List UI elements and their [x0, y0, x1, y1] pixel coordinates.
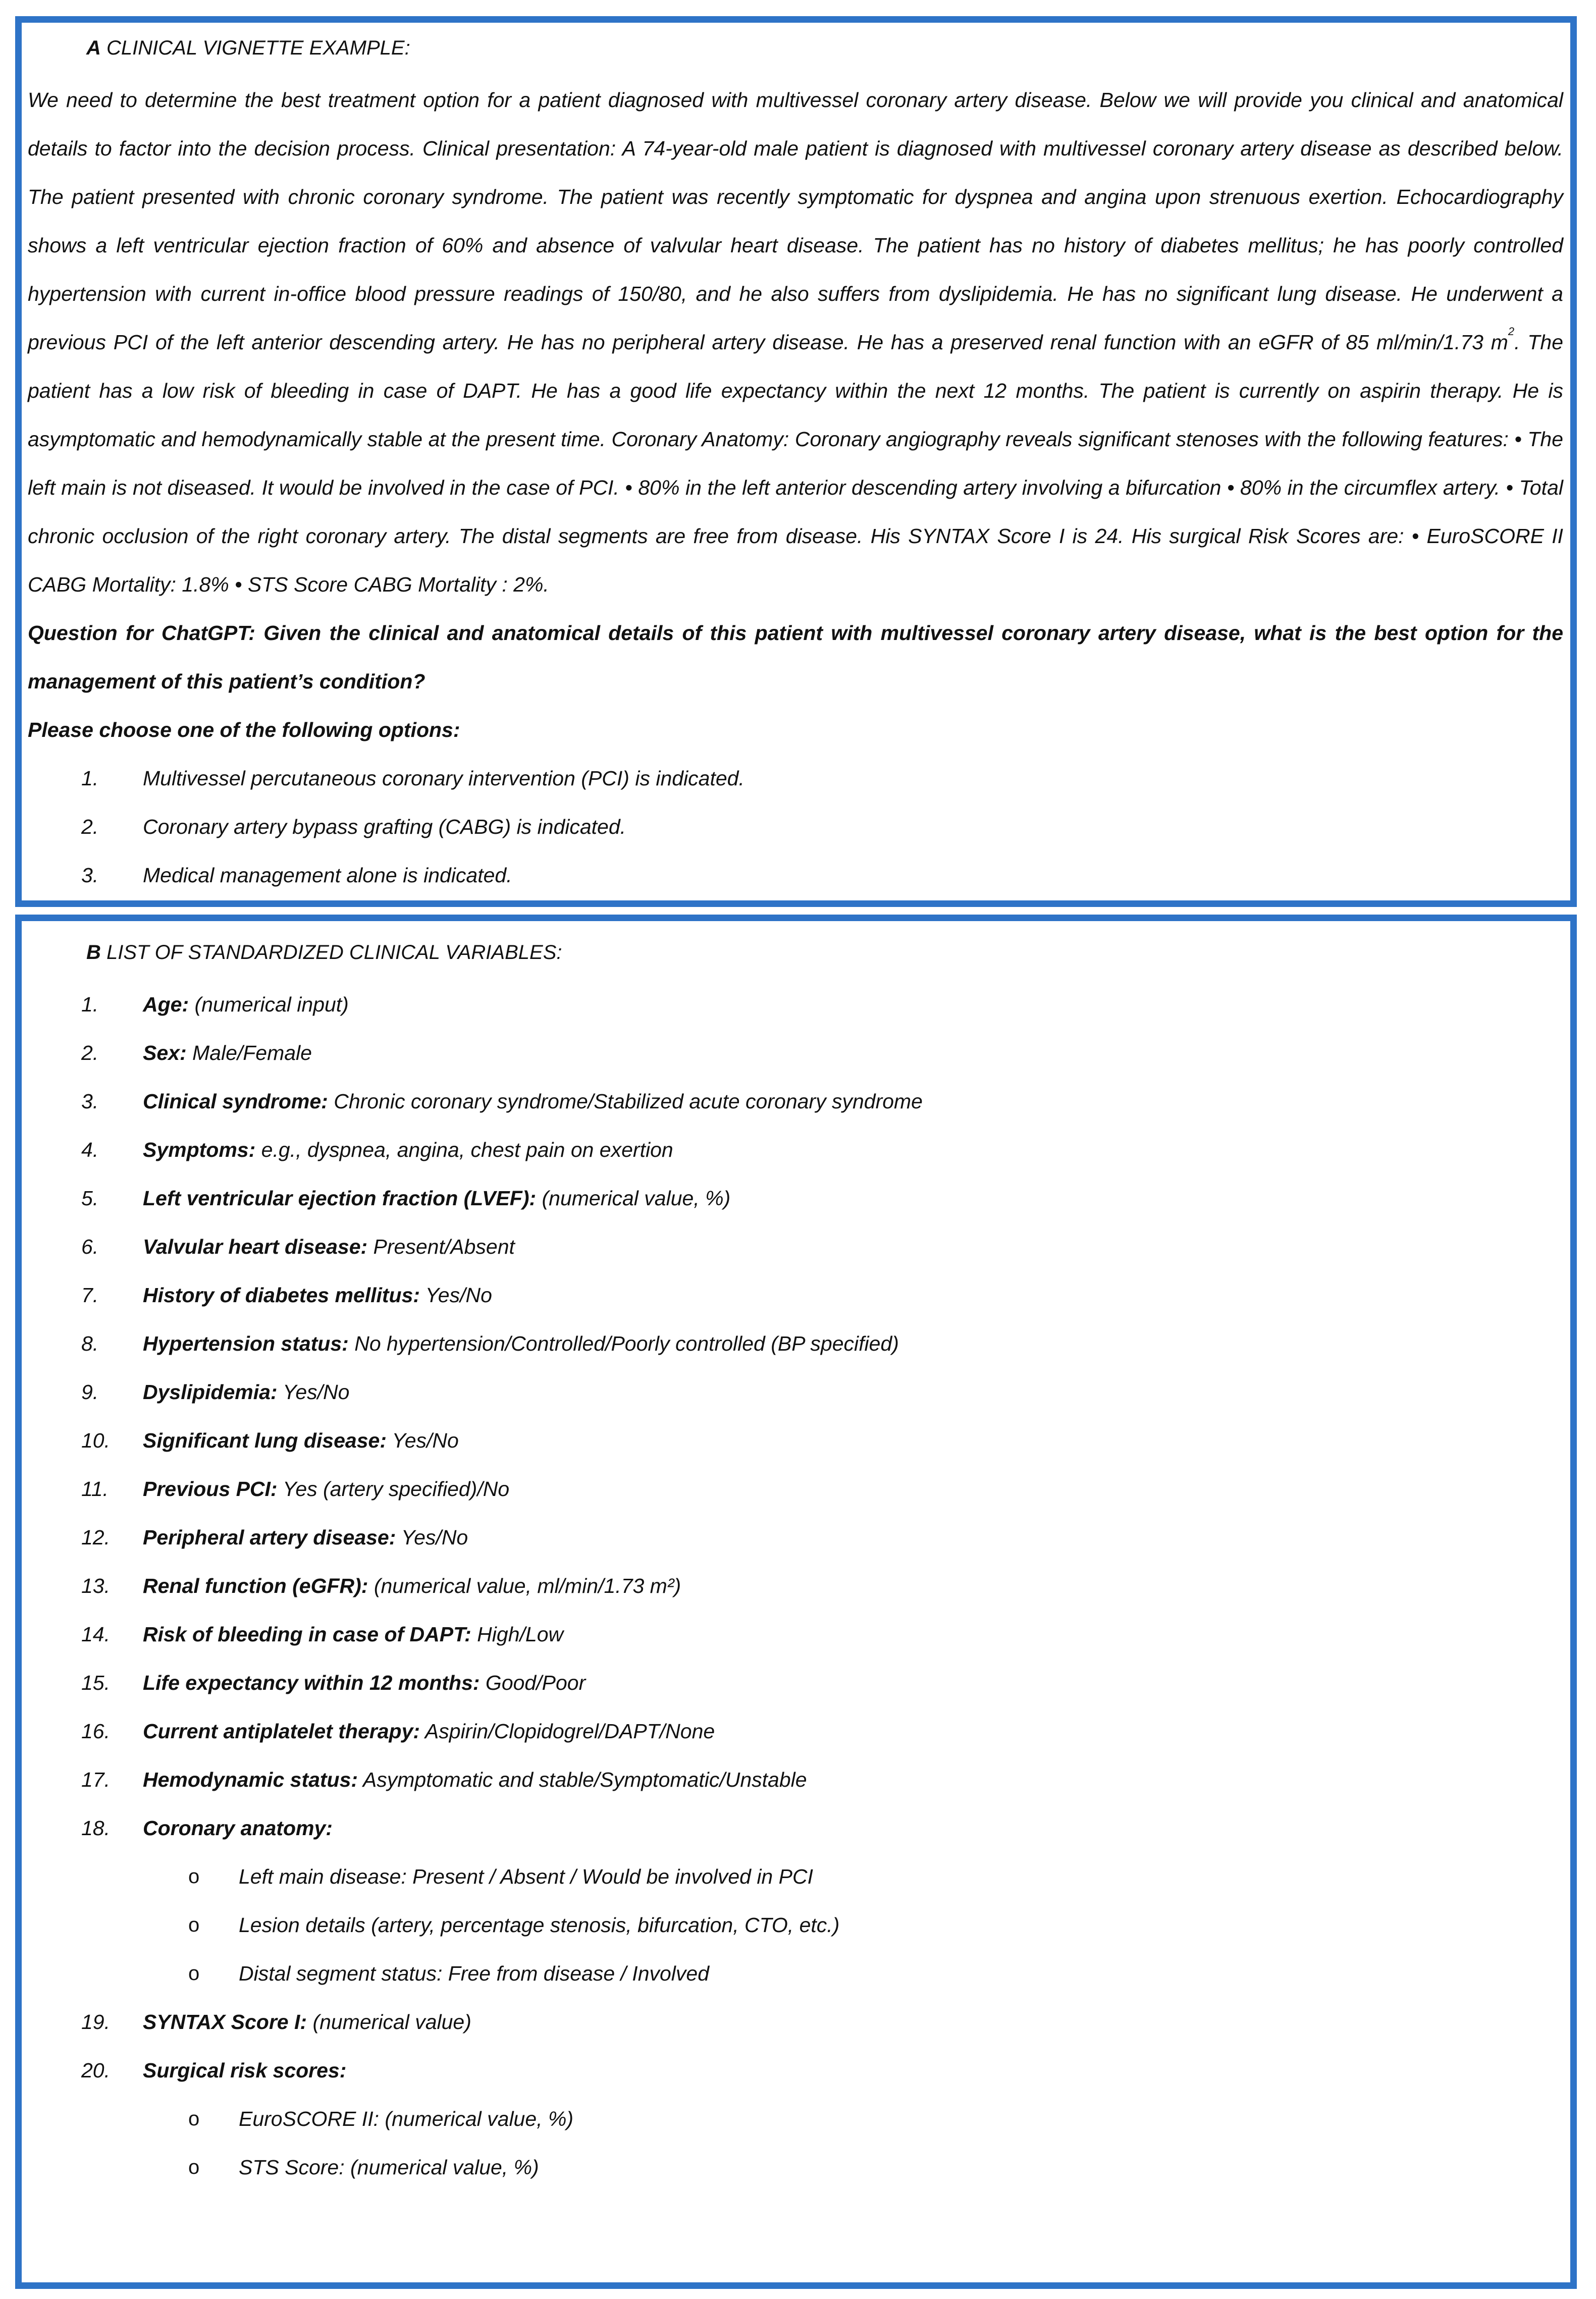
section-letter: B	[86, 941, 101, 964]
list-item	[22, 1222, 1570, 1271]
question-text: Question for ChatGPT: Given the clinical and anatomical details of this patient with multivessel coronary artery disease, what is the best option for the management of this patient’s condition?	[28, 621, 1563, 693]
variable-value: No hypertension/Controlled/Poorly controlled (BP specified)	[348, 1332, 899, 1355]
variables-list	[22, 980, 1570, 2191]
bullet-icon: o	[188, 2108, 200, 2130]
list-item	[22, 1513, 1570, 1562]
sub-list-item	[22, 2095, 1570, 2143]
item-number: 7.	[81, 1284, 99, 1307]
item-number: 2.	[81, 1041, 99, 1064]
variable-value: (numerical input)	[189, 993, 349, 1016]
list-item	[22, 1755, 1570, 1804]
list-item	[22, 1562, 1570, 1610]
list-item	[22, 980, 1570, 1029]
item-number: 12.	[81, 1526, 110, 1549]
option-number: 1.	[81, 767, 99, 790]
bullet-icon: o	[188, 1865, 200, 1888]
option-text: Medical management alone is indicated.	[143, 864, 512, 887]
variable-value: (numerical value, %)	[536, 1187, 731, 1210]
section-heading-text: LIST OF STANDARDIZED CLINICAL VARIABLES:	[107, 941, 562, 964]
sub-list-item	[22, 1852, 1570, 1901]
options-list	[22, 754, 1570, 899]
item-number: 4.	[81, 1138, 99, 1161]
variable-value: Male/Female	[186, 1041, 312, 1064]
list-item	[22, 1998, 1570, 2046]
variable-value: Yes/No	[396, 1526, 468, 1549]
variable-value: Yes (artery specified)/No	[277, 1477, 510, 1501]
variable-value: Present/Absent	[367, 1235, 515, 1258]
vignette-text-part-2: . The patient has a low risk of bleeding in case of DAPT. He has a good life expectancy within the next 12 months. The patient is currently on aspirin therapy. He is asymptomatic and hemodynamically stable at the present time. Coronary Anatomy: Coronary angiography reveals significant stenoses with the following features: • The left main is not diseased. It would be involved in the case of PCI. • 80% in the left anterior descending artery involving a bifurcation • 80% in the circumflex artery. • Total chronic occlusion of the right coronary artery. The distal segments are free from disease. His SYNTAX Score I is 24. His surgical Risk Scores are: • EuroSCORE II CABG Mortality: 1.8% • STS Score CABG Mortality : 2%.	[28, 331, 1563, 596]
variable-label: Hypertension status:	[143, 1332, 349, 1355]
vignette-paragraph	[28, 76, 1563, 609]
list-item	[22, 1707, 1570, 1755]
clinical-vignette-panel	[15, 16, 1577, 907]
variable-value: Aspirin/Clopidogrel/DAPT/None	[420, 1720, 715, 1743]
list-item	[22, 754, 1570, 803]
list-item	[22, 1271, 1570, 1319]
option-number: 3.	[81, 864, 99, 887]
variable-value: (numerical value)	[307, 2010, 471, 2034]
list-item	[22, 1029, 1570, 1077]
bullet-icon: o	[188, 2156, 200, 2178]
item-number: 3.	[81, 1090, 99, 1113]
list-item	[22, 1368, 1570, 1416]
variable-label: History of diabetes mellitus:	[143, 1284, 420, 1307]
variable-label: SYNTAX Score I:	[143, 2010, 307, 2034]
list-item	[22, 2046, 1570, 2095]
variable-value: e.g., dyspnea, angina, chest pain on exertion	[255, 1138, 673, 1161]
item-number: 5.	[81, 1187, 99, 1210]
vignette-text-part-1: We need to determine the best treatment option for a patient diagnosed with multivessel coronary artery disease. Below we will provide you clinical and anatomical details to factor into the decision process. Clinical presentation: A 74-year-old male patient is diagnosed with multivessel coronary artery disease as described below. The patient presented with chronic coronary syndrome. The patient was recently symptomatic for dyspnea and angina upon strenuous exertion. Echocardiography shows a left ventricular ejection fraction of 60% and absence of valvular heart disease. The patient has no history of diabetes mellitus; he has poorly controlled hypertension with current in-office blood pressure readings of 150/80, and he also suffers from dyslipidemia. He has no significant lung disease. He underwent a previous PCI of the left anterior descending artery. He has no peripheral artery disease. He has a preserved renal function with an eGFR of 85 ml/min/1.73 m	[28, 88, 1563, 354]
list-item	[22, 803, 1570, 851]
variable-label: Dyslipidemia:	[143, 1380, 278, 1404]
variable-label: Left ventricular ejection fraction (LVEF):	[143, 1187, 537, 1210]
variable-label: Surgical risk scores:	[143, 2059, 347, 2082]
list-item	[22, 1416, 1570, 1465]
variable-value: Asymptomatic and stable/Symptomatic/Unstable	[358, 1768, 807, 1791]
variable-label: Age:	[143, 993, 189, 1016]
sub-item-text: Lesion details (artery, percentage stenosis, bifurcation, CTO, etc.)	[239, 1913, 840, 1937]
item-number: 11.	[81, 1477, 109, 1501]
variable-label: Coronary anatomy:	[143, 1816, 333, 1840]
item-number: 16.	[81, 1720, 110, 1743]
list-item	[22, 851, 1570, 899]
variable-value: Yes/No	[277, 1380, 350, 1404]
variable-value: (numerical value, ml/min/1.73 m²)	[368, 1574, 681, 1597]
sub-list-item	[22, 1949, 1570, 1998]
sub-item-text: Distal segment status: Free from disease / Involved	[239, 1962, 710, 1985]
variable-label: Significant lung disease:	[143, 1429, 387, 1452]
sub-item-text: EuroSCORE II: (numerical value, %)	[239, 2107, 574, 2130]
variable-label: Valvular heart disease:	[143, 1235, 368, 1258]
list-item	[22, 1610, 1570, 1659]
variable-label: Sex:	[143, 1041, 187, 1064]
item-number: 15.	[81, 1671, 110, 1694]
sub-item-text: Left main disease: Present / Absent / Would be involved in PCI	[239, 1865, 813, 1888]
item-number: 20.	[81, 2059, 110, 2082]
bullet-icon: o	[188, 1914, 200, 1936]
item-number: 6.	[81, 1235, 99, 1258]
bullet-icon: o	[188, 1962, 200, 1985]
list-item	[22, 1465, 1570, 1513]
vignette-heading	[86, 37, 410, 60]
option-text: Multivessel percutaneous coronary intervention (PCI) is indicated.	[143, 767, 744, 790]
item-number: 10.	[81, 1429, 110, 1452]
item-number: 14.	[81, 1623, 110, 1646]
sub-list-item	[22, 2143, 1570, 2191]
variable-label: Symptoms:	[143, 1138, 256, 1161]
variable-label: Current antiplatelet therapy:	[143, 1720, 420, 1743]
list-item	[22, 1804, 1570, 1852]
item-number: 18.	[81, 1816, 110, 1840]
variable-value: Yes/No	[386, 1429, 459, 1452]
sub-list-item	[22, 1901, 1570, 1949]
list-item	[22, 1659, 1570, 1707]
item-number: 8.	[81, 1332, 99, 1355]
variable-label: Clinical syndrome:	[143, 1090, 328, 1113]
variables-heading	[86, 941, 562, 964]
list-item	[22, 1319, 1570, 1368]
list-item	[22, 1174, 1570, 1222]
list-item	[22, 1126, 1570, 1174]
item-number: 17.	[81, 1768, 110, 1791]
variable-value: Good/Poor	[480, 1671, 586, 1694]
variable-value: Chronic coronary syndrome/Stabilized acute coronary syndrome	[328, 1090, 923, 1113]
variable-label: Peripheral artery disease:	[143, 1526, 396, 1549]
variable-label: Hemodynamic status:	[143, 1768, 358, 1791]
section-heading-text: CLINICAL VIGNETTE EXAMPLE:	[107, 37, 410, 59]
item-number: 1.	[81, 993, 99, 1016]
section-letter: A	[86, 37, 101, 59]
item-number: 9.	[81, 1380, 99, 1404]
options-prompt: Please choose one of the following options:	[28, 718, 460, 741]
option-number: 2.	[81, 815, 99, 838]
variable-value: High/Low	[471, 1623, 564, 1646]
variable-label: Life expectancy within 12 months:	[143, 1671, 480, 1694]
superscript: 2	[1508, 325, 1515, 338]
variable-label: Previous PCI:	[143, 1477, 278, 1501]
list-item	[22, 1077, 1570, 1126]
sub-item-text: STS Score: (numerical value, %)	[239, 2156, 539, 2179]
variable-value: Yes/No	[420, 1284, 492, 1307]
item-number: 19.	[81, 2010, 110, 2034]
variable-label: Risk of bleeding in case of DAPT:	[143, 1623, 471, 1646]
clinical-variables-panel	[15, 915, 1577, 2289]
option-text: Coronary artery bypass grafting (CABG) is indicated.	[143, 815, 626, 838]
item-number: 13.	[81, 1574, 110, 1597]
variable-label: Renal function (eGFR):	[143, 1574, 368, 1597]
